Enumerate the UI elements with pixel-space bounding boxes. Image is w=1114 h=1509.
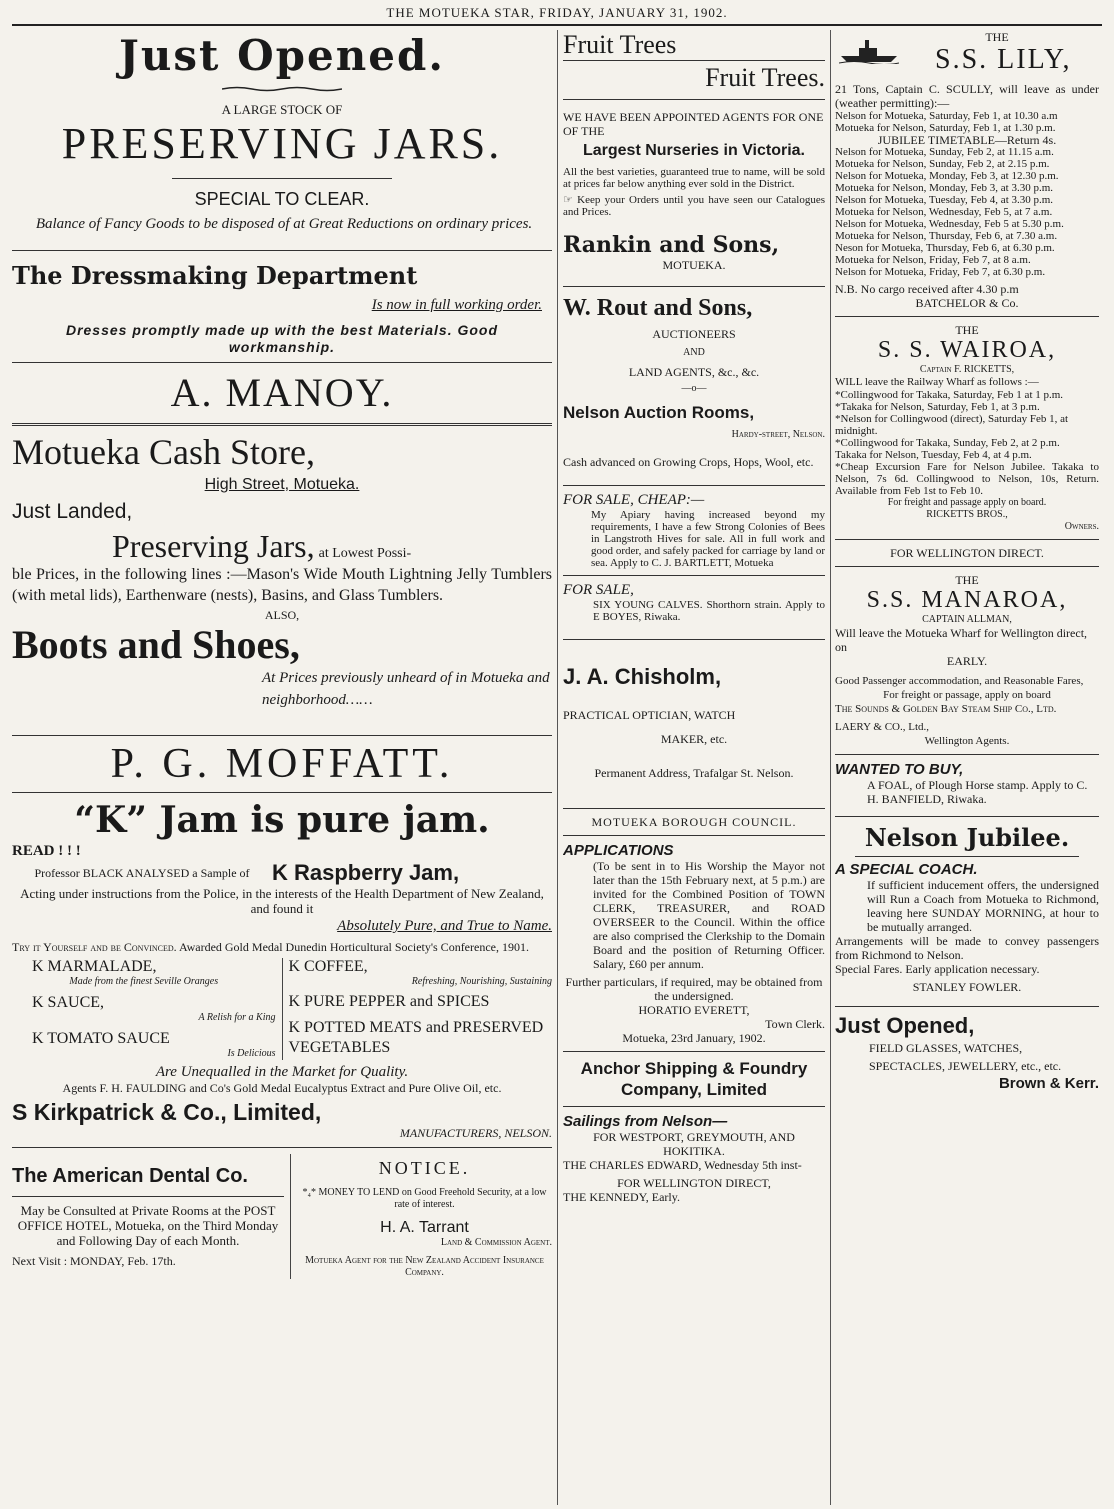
council-signer-role: Town Clerk. bbox=[765, 1017, 825, 1031]
dress-body: Dresses promptly made up with the best Materials. Good workmanship. bbox=[65, 322, 499, 355]
dental-ad bbox=[12, 1154, 291, 1279]
wairoa-excursion: *Cheap Excursion Fare for Nelson Jubilee. Takaka to Nelson, 7s 6d. Collingwood to Nelson, 10s, Return. Available from Feb 1st to Feb 10. bbox=[835, 461, 1099, 497]
brown-body: FIELD GLASSES, WATCHES, SPECTACLES, JEWELLERY, etc., etc. bbox=[869, 1041, 1062, 1073]
also-label: ALSO, bbox=[264, 608, 300, 622]
fruit-title-1: Fruit Trees bbox=[563, 30, 677, 59]
wairoa-schedule bbox=[835, 389, 1099, 461]
jubilee-fares: Special Fares. Early application necessary. bbox=[835, 962, 1040, 976]
rout-ad bbox=[563, 293, 825, 486]
auction-rooms: Nelson Auction Rooms, bbox=[563, 403, 755, 422]
wairoa-title: S. S. WAIROA, bbox=[877, 337, 1057, 363]
council-title: MOTUEKA BOROUGH COUNCIL. bbox=[591, 815, 797, 829]
schedule-row: Nelson for Motueka, Saturday, Feb 1, at 10.30 a.m bbox=[835, 110, 1058, 122]
sale-ad-1 bbox=[563, 492, 825, 576]
pointing-hand-icon: ☞ bbox=[563, 194, 573, 206]
store-name: Motueka Cash Store, bbox=[12, 432, 315, 472]
dress-title: The Dressmaking Department bbox=[12, 261, 418, 290]
wairoa-owner-role: Owners. bbox=[1064, 521, 1099, 532]
manaroa-agents: Wellington Agents. bbox=[924, 735, 1010, 747]
jars-price-note: at Lowest Possi- bbox=[318, 546, 412, 561]
wairoa-freight: For freight and passage apply on board. bbox=[887, 497, 1047, 508]
manaroa-company: The Sounds & Golden Bay Steam Ship Co., Ltd. bbox=[835, 703, 1057, 715]
bottom-left-ads bbox=[12, 1154, 552, 1279]
column-divider bbox=[830, 30, 831, 1505]
anchor-westport: FOR WESTPORT, GREYMOUTH, AND HOKITIKA. bbox=[593, 1130, 795, 1158]
sale-ad-2 bbox=[563, 582, 825, 640]
brown-firm: Brown & Kerr. bbox=[998, 1075, 1099, 1092]
products-list bbox=[12, 958, 552, 1060]
stock-intro: A LARGE STOCK OF bbox=[221, 102, 343, 117]
chisholm-ad bbox=[563, 664, 825, 809]
council-body: (To be sent in to His Worship the Mayor not later than the 15th February next, at 5 p.m.) are invited for the Combined Position of TOWN CLERK, TREASURER, and ROAD OVERSEER to the Council. Within the office are also comprised the Clerkship to the Domain Board and the position of Returning Officer. Salary, £60 per annum. bbox=[593, 859, 825, 971]
wairoa-the: THE bbox=[955, 323, 979, 337]
rout-role-3: LAND AGENTS, &c., &c. bbox=[628, 365, 760, 379]
anchor-wellington: FOR WELLINGTON DIRECT, bbox=[617, 1176, 771, 1190]
auction-street: Hardy-street, Nelson. bbox=[731, 429, 825, 440]
schedule-row: Motueka for Nelson, Friday, Feb 7, at 8 a.m. bbox=[835, 254, 1031, 266]
special-clear: SPECIAL TO CLEAR. bbox=[194, 189, 370, 209]
lily-title: S.S. LILY, bbox=[935, 44, 1072, 75]
anchor-sailings: Sailings from Nelson— bbox=[563, 1113, 728, 1130]
rankin-name: Rankin and Sons, bbox=[563, 232, 780, 258]
dress-status: Is now in full working order. bbox=[371, 297, 542, 313]
wairoa-captain: Captain F. RICKETTS, bbox=[919, 364, 1015, 375]
read-label: READ ! ! ! bbox=[12, 843, 81, 859]
moffatt-ad bbox=[12, 742, 552, 1148]
rankin-town: MOTUEKA. bbox=[662, 258, 726, 272]
schedule-row: Takaka for Nelson, Tuesday, Feb 4, at 4 p.m. bbox=[835, 449, 1032, 461]
notice-ad bbox=[291, 1154, 552, 1279]
appointed-text: WE HAVE BEEN APPOINTED AGENTS FOR ONE OF THE bbox=[563, 110, 824, 138]
schedule-row: Motueka for Nelson, Sunday, Feb 2, at 2.15 p.m. bbox=[835, 158, 1050, 170]
council-signer: HORATIO EVERETT, bbox=[638, 1003, 750, 1017]
manaroa-captain: CAPTAIN ALLMAN, bbox=[922, 614, 1012, 625]
anchor-kennedy: THE KENNEDY, Early. bbox=[563, 1190, 680, 1204]
try-text: Try it Yourself and be Convinced. bbox=[12, 940, 177, 954]
manufacturers-label: MANUFACTURERS, NELSON. bbox=[399, 1126, 552, 1140]
anchor-title: Anchor Shipping & Foundry Company, Limited bbox=[580, 1059, 808, 1099]
jars-heading: Preserving Jars, bbox=[112, 528, 315, 564]
tarrant-role: Land & Commission Agent. bbox=[440, 1237, 552, 1248]
schedule-row: Motueka for Nelson, Wednesday, Feb 5, at 7 a.m. bbox=[835, 206, 1053, 218]
rout-name: W. Rout and Sons, bbox=[563, 295, 753, 321]
product-note: Is Delicious bbox=[227, 1048, 276, 1059]
wairoa-ad bbox=[835, 323, 1099, 540]
chisholm-address: Permanent Address, Trafalgar St. Nelson. bbox=[594, 766, 794, 780]
notice-title: NOTICE. bbox=[378, 1158, 471, 1178]
schedule-row: Motueka for Nelson, Saturday, Feb 1, at 1.30 p.m. bbox=[835, 122, 1056, 134]
schedule-row: Nelson for Motueka, Tuesday, Feb 4, at 3.30 p.m. bbox=[835, 194, 1054, 206]
schedule-row: Neson for Motueka, Thursday, Feb 6, at 6.30 p.m. bbox=[835, 242, 1055, 254]
ad-headline: Just Opened. bbox=[119, 31, 445, 80]
unequalled-text: Are Unequalled in the Market for Quality. bbox=[155, 1064, 409, 1080]
column-divider bbox=[557, 30, 558, 1505]
jubilee-coach: A SPECIAL COACH. bbox=[835, 861, 978, 878]
masthead-rule bbox=[12, 24, 1102, 26]
sale2-title: FOR SALE, bbox=[563, 582, 634, 598]
fruit-ad bbox=[563, 30, 825, 287]
jubilee-timetable: JUBILEE TIMETABLE—Return 4s. bbox=[877, 133, 1057, 147]
schedule-row: *Collingwood for Takaka, Saturday, Feb 1 at 1 p.m. bbox=[835, 389, 1064, 401]
anchor-edward: THE CHARLES EDWARD, Wednesday 5th inst- bbox=[563, 1158, 802, 1172]
brown-ad bbox=[835, 1013, 1099, 1092]
schedule-row: *Collingwood for Takaka, Sunday, Feb 2, at 2 p.m. bbox=[835, 437, 1060, 449]
council-date: Motueka, 23rd January, 1902. bbox=[622, 1031, 766, 1045]
kirkpatrick-name: S Kirkpatrick & Co., Limited, bbox=[12, 1099, 322, 1125]
council-ad bbox=[563, 815, 825, 1052]
jubilee-title: Nelson Jubilee. bbox=[864, 823, 1070, 852]
jubilee-signer: STANLEY FOWLER. bbox=[912, 980, 1022, 994]
jars-title: PRESERVING JARS. bbox=[61, 119, 503, 168]
manaroa-passenger: Good Passenger accommodation, and Reasonable Fares, bbox=[835, 675, 1084, 687]
wanted-body: A FOAL, of Plough Horse stamp. Apply to C. H. BANFIELD, Riwaka. bbox=[867, 778, 1088, 806]
product-item: K COFFEE, bbox=[288, 958, 368, 975]
council-heading: APPLICATIONS bbox=[563, 842, 674, 859]
sale1-title: FOR SALE, CHEAP:— bbox=[563, 492, 705, 508]
lily-cargo: N.B. No cargo received after 4.30 p.m bbox=[835, 282, 1019, 296]
award-text: Awarded Gold Medal Dunedin Horticultural Society's Conference, 1901. bbox=[179, 940, 529, 954]
masthead: THE MOTUEKA STAR, FRIDAY, JANUARY 31, 1902. bbox=[386, 5, 728, 20]
dental-next-visit: Next Visit : MONDAY, Feb. 17th. bbox=[12, 1254, 176, 1268]
ornament-rule bbox=[222, 86, 342, 92]
schedule-row: *Takaka for Nelson, Saturday, Feb 1, at 3 p.m. bbox=[835, 401, 1040, 413]
sale1-body: My Apiary having increased beyond my requirements, I have a few Strong Colonies of Bees in Langstroth Hives for sale. All in full work and good order, and safely packed for carriage by land or sea. Apply to C. J. BARTLETT, Motueka bbox=[591, 509, 825, 569]
product-item: K MARMALADE, bbox=[32, 958, 157, 975]
schedule-row: Nelson for Motueka, Sunday, Feb 2, at 11.15 a.m. bbox=[835, 146, 1054, 158]
jubilee-ad bbox=[835, 823, 1099, 1007]
nurseries-text: Largest Nurseries in Victoria. bbox=[582, 142, 805, 159]
wairoa-intro: WILL leave the Railway Wharf as follows :— bbox=[835, 376, 1039, 388]
product-note: A Relish for a King bbox=[198, 1012, 276, 1023]
fruit-body: All the best varieties, guaranteed true to name, will be sold at prices far below anything ever sold in the District. bbox=[563, 166, 825, 190]
product-item: K TOMATO SAUCE bbox=[32, 1030, 170, 1047]
tarrant-agent: Motueka Agent for the New Zealand Accident Insurance Company. bbox=[305, 1255, 544, 1278]
store-street: High Street, Motueka. bbox=[204, 476, 360, 493]
manaroa-the: THE bbox=[955, 573, 979, 587]
dental-title: The American Dental Co. bbox=[12, 1165, 248, 1187]
lily-intro: 21 Tons, Captain C. SCULLY, will leave as under (weather permitting):— bbox=[835, 82, 1099, 110]
balance-text: Balance of Fancy Goods to be disposed of at Great Reductions on ordinary prices. bbox=[35, 216, 533, 232]
dental-body: May be Consulted at Private Rooms at the POST OFFICE HOTEL, Motueka, on the Third Monday and Following Day of each Month. bbox=[17, 1203, 279, 1248]
rout-sep: —o— bbox=[681, 383, 707, 394]
manaroa-early: EARLY. bbox=[946, 654, 988, 668]
schedule-row: Nelson for Motueka, Monday, Feb 3, at 12.30 p.m. bbox=[835, 170, 1059, 182]
sale2-body: SIX YOUNG CALVES. Shorthorn strain. Apply to E BOYES, Riwaka. bbox=[593, 599, 825, 623]
lily-schedule bbox=[835, 110, 1099, 278]
manoy-name: A. MANOY. bbox=[170, 370, 394, 415]
column-middle bbox=[563, 30, 825, 1505]
notice-body: *₄* MONEY TO LEND on Good Freehold Security, at a low rate of interest. bbox=[302, 1187, 547, 1210]
brown-title: Just Opened, bbox=[835, 1013, 975, 1038]
lily-owner: BATCHELOR & Co. bbox=[915, 296, 1019, 310]
steamship-icon bbox=[839, 38, 899, 64]
jam-slogan: “K” Jam is pure jam. bbox=[74, 799, 490, 841]
product-item: K SAUCE, bbox=[32, 994, 105, 1011]
raspberry-jam: K Raspberry Jam, bbox=[272, 860, 460, 885]
product-note: Made from the finest Seville Oranges bbox=[69, 976, 219, 987]
anchor-ad bbox=[563, 1058, 825, 1204]
chisholm-trade-2: MAKER, etc. bbox=[660, 732, 728, 746]
jubilee-body: If sufficient inducement offers, the undersigned will Run a Coach from Motueka to Richmond, leaving here SUNDAY MORNING, at hour to be mutually arranged. bbox=[867, 878, 1099, 934]
rout-role-1: AUCTIONEERS bbox=[652, 327, 736, 341]
lily-the: THE bbox=[985, 30, 1009, 44]
manaroa-ad bbox=[835, 546, 1099, 755]
wanted-ad bbox=[835, 761, 1099, 817]
manaroa-body: Will leave the Motueka Wharf for Wellington direct, on bbox=[835, 626, 1088, 654]
just-landed: Just Landed, bbox=[12, 500, 133, 523]
chisholm-trade-1: PRACTICAL OPTICIAN, WATCH bbox=[563, 708, 736, 722]
product-note: Refreshing, Nourishing, Sustaining bbox=[411, 976, 552, 987]
tarrant-name: H. A. Tarrant bbox=[380, 1219, 469, 1236]
jubilee-arrange: Arrangements will be made to convey passengers from Richmond to Nelson. bbox=[835, 934, 1099, 962]
schedule-row: Motueka for Nelson, Monday, Feb 3, at 3.30 p.m. bbox=[835, 182, 1054, 194]
acting-text: Acting under instructions from the Police, in the interests of the Health Department of New Zealand, and found it bbox=[20, 886, 544, 916]
agents-text: Agents F. H. FAULDING and Co's Gold Medal Eucalyptus Extract and Pure Olive Oil, etc. bbox=[62, 1081, 502, 1095]
boots-heading: Boots and Shoes, bbox=[12, 622, 300, 667]
pure-text: Absolutely Pure, and True to Name. bbox=[337, 918, 552, 934]
chisholm-name: J. A. Chisholm, bbox=[563, 664, 722, 689]
column-right bbox=[835, 30, 1099, 1505]
cash-advanced: Cash advanced on Growing Crops, Hops, Wool, etc. bbox=[563, 455, 814, 469]
manaroa-title: S.S. MANAROA, bbox=[866, 587, 1068, 613]
moffatt-name: P. G. MOFFATT. bbox=[110, 741, 454, 787]
manaroa-freight: For freight or passage, apply on board bbox=[883, 689, 1051, 701]
council-further: Further particulars, if required, may be obtained from the undersigned. bbox=[565, 975, 823, 1003]
professor-text: Professor BLACK ANALYSED a Sample of bbox=[34, 866, 250, 880]
boots-note: At Prices previously unheard of in Motueka and neighborhood…… bbox=[262, 670, 550, 708]
schedule-row: *Nelson for Collingwood (direct), Saturday Feb 1, at midnight. bbox=[835, 413, 1069, 437]
fruit-title-2: Fruit Trees. bbox=[705, 63, 825, 92]
column-left bbox=[12, 30, 552, 1505]
manaroa-intro: FOR WELLINGTON DIRECT. bbox=[890, 546, 1044, 560]
wanted-title: WANTED TO BUY, bbox=[835, 761, 964, 778]
manoy-ad bbox=[12, 32, 552, 736]
wairoa-owner: RICKETTS BROS., bbox=[926, 509, 1008, 520]
keep-text: Keep your Orders until you have seen our Catalogues and Prices. bbox=[563, 194, 825, 218]
schedule-row: Motueka for Nelson, Thursday, Feb 6, at 7.30 a.m. bbox=[835, 230, 1058, 242]
product-item: K POTTED MEATS and PRESERVED VEGETABLES bbox=[288, 1019, 544, 1056]
rout-role-2: AND bbox=[683, 347, 705, 358]
manaroa-laery: LAERY & CO., Ltd., bbox=[835, 721, 930, 733]
lily-ad bbox=[835, 30, 1099, 317]
product-item: K PURE PEPPER and SPICES bbox=[288, 993, 490, 1010]
schedule-row: Nelson for Motueka, Wednesday, Feb 5 at 5.30 p.m. bbox=[835, 218, 1064, 230]
schedule-row: Nelson for Motueka, Friday, Feb 7, at 6.30 p.m. bbox=[835, 266, 1046, 278]
lines-body: ble Prices, in the following lines :—Mason's Wide Mouth Lightning Jelly Tumblers (with metal lids), Earthenware (nests), Basins, and Glass Tumblers. bbox=[12, 566, 552, 604]
